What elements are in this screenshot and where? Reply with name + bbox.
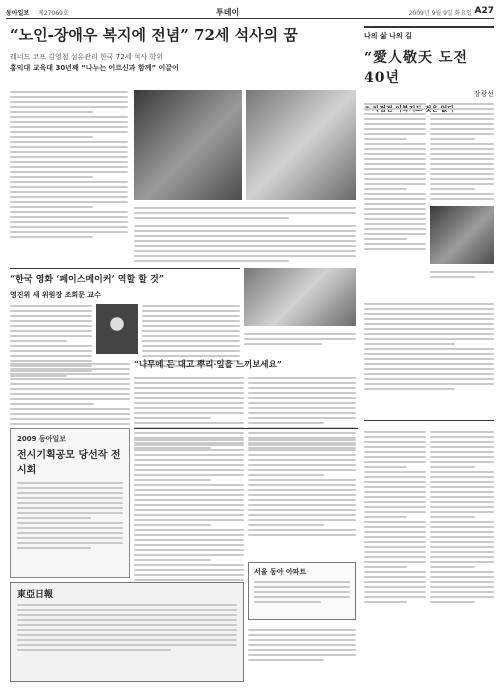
bottom-ad-text (17, 604, 237, 651)
forest-walk-photo (244, 268, 356, 326)
section-name: 투데이 (216, 8, 240, 17)
lead-subhead: 홍익대 교육대 30년째 “나누는 어르신과 함께” 이끌어 (10, 64, 179, 72)
bottom-ad-brand: 東亞日報 (17, 590, 54, 600)
film-portrait-photo (96, 304, 138, 354)
people-column-1 (134, 436, 244, 604)
mid-ad-title: 서울 동아 아파트 (254, 568, 307, 576)
series-title: “愛人敬天 도전 40년 (364, 50, 468, 86)
series-tag: 나의 삶 나의 길 (364, 26, 494, 41)
film-article-continued (10, 360, 130, 433)
forest-photo-caption (244, 330, 356, 348)
bottom-advertisement (10, 582, 244, 682)
page-number: A27 (474, 6, 494, 16)
expo-year: 2009 동아일보 (17, 435, 66, 443)
mid-advertisement (248, 562, 356, 620)
page-header (6, 6, 494, 18)
series-byline: 장광선 (473, 90, 494, 98)
lead-headline: “노인-장애우 복지에 전념” 72세 석사의 꿈 (10, 26, 298, 44)
lead-photo-celebration (246, 90, 356, 200)
film-kicker: 영진위 새 위원장 조희문 교수 (10, 291, 101, 299)
right-lower-column-2 (430, 428, 494, 606)
right-section-rule (364, 420, 494, 421)
publication-date: 2009년 9월 9일 화요일 (408, 10, 472, 17)
film-headline: “한국 영화 ‘페이스메이커’ 역할 할 것” (10, 275, 165, 285)
series-photo-caption (430, 268, 494, 281)
mid-ad-text (254, 581, 350, 603)
lead-photo-group (134, 90, 242, 200)
header-rule (6, 18, 494, 19)
lead-photo-caption (134, 204, 356, 222)
right-lower-column-1 (364, 428, 426, 606)
lead-article-body (10, 88, 128, 241)
main-column (10, 26, 358, 73)
lead-article-continued (134, 222, 356, 265)
people-column-2 (248, 436, 356, 539)
series-column-1 (364, 100, 426, 253)
expo-announcement-box (10, 428, 130, 578)
issue-number: 제27069호 (38, 10, 69, 17)
expo-title: 전시기획공모 당선작 전시회 (17, 450, 121, 476)
series-photo (430, 206, 494, 264)
expo-details (17, 482, 123, 549)
bottom-mid-text (248, 626, 356, 664)
ending-headline: “나무에 든 대고 뿌리·잎을 느끼보세요” (134, 360, 282, 370)
series-continued (364, 300, 494, 393)
newspaper-name: 동아일보 (6, 10, 30, 17)
lead-kicker: 레너드 코프 김영철 섬유관리 한국 72세 석사 학위 (10, 53, 163, 61)
series-column-2 (430, 100, 494, 203)
